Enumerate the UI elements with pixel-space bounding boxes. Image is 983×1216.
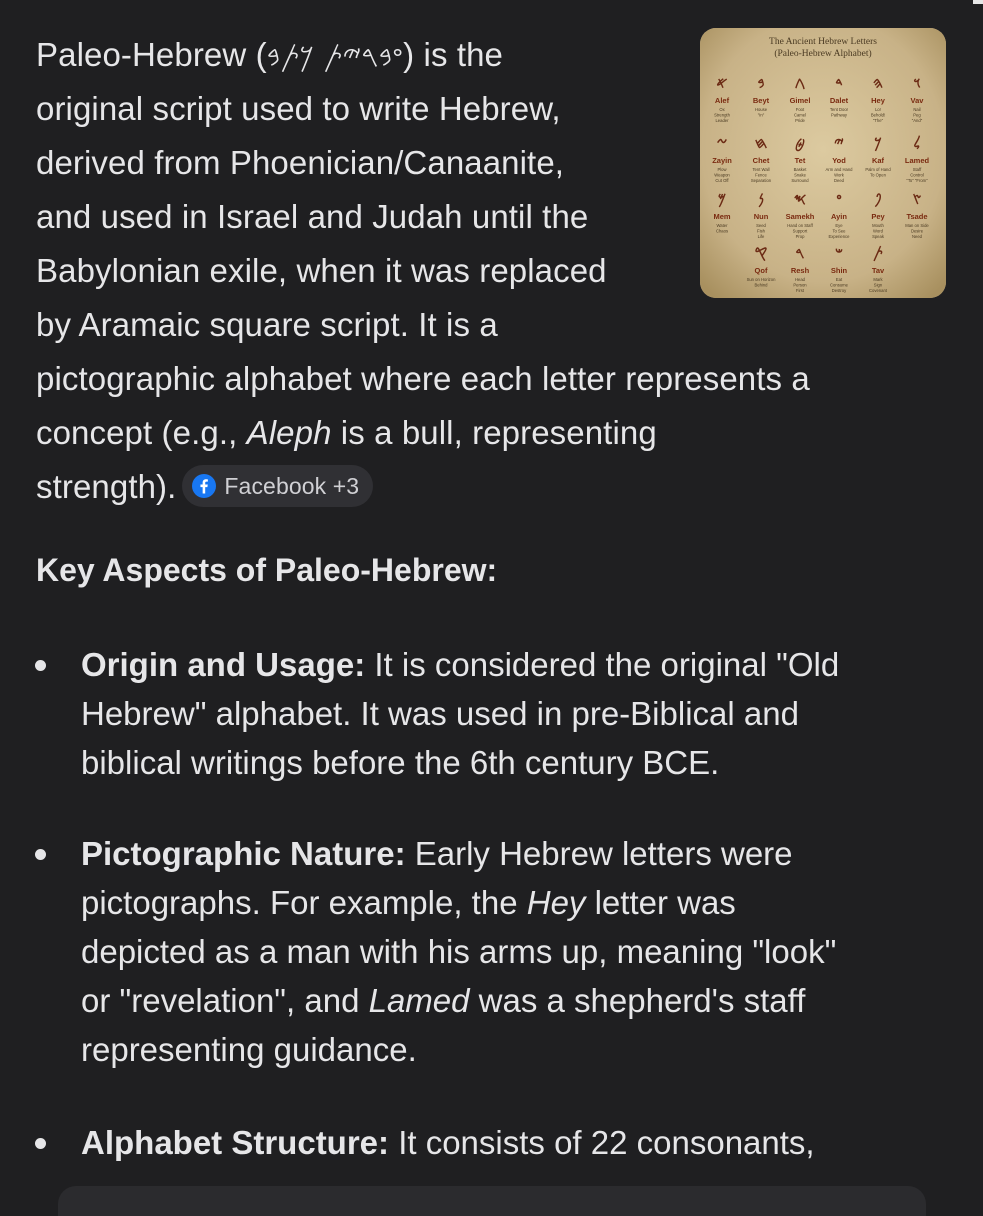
- letter-meaning: Arm and Hand: [825, 167, 853, 172]
- letter-meaning: "The": [872, 118, 884, 123]
- letter-meaning: Cut Off: [715, 178, 729, 183]
- letter-meaning: Nail: [913, 107, 921, 112]
- letter-meaning: Strength: [714, 112, 730, 118]
- intro-line-3: derived from Phoenician/Canaanite,: [36, 144, 565, 181]
- letter-glyph: 𐤌: [717, 190, 727, 208]
- letter-meaning: Head: [794, 277, 806, 282]
- letter-name: Beyt: [752, 96, 770, 105]
- facebook-icon: [192, 474, 216, 498]
- alphabet-chart-thumbnail[interactable]: [700, 28, 946, 298]
- bullet-dot: [35, 1138, 46, 1149]
- letter-glyph: 𐤃: [835, 74, 843, 92]
- letter-meaning: Behind: [754, 282, 768, 288]
- section-heading: Key Aspects of Paleo-Hebrew:: [36, 552, 498, 588]
- letter-meaning: Desire: [910, 228, 924, 234]
- letter-name: Shin: [830, 266, 848, 275]
- letter-glyph: 𐤈: [795, 134, 805, 152]
- letter-name: Resh: [790, 266, 810, 275]
- letter-meaning: Man on Side: [905, 223, 929, 228]
- bottom-input-panel[interactable]: [58, 1186, 926, 1216]
- letter-meaning: Hand on Staff: [787, 223, 813, 228]
- letter-meaning: House: [754, 107, 768, 112]
- letter-meaning: Speak: [872, 234, 884, 239]
- letter-meaning: Water: [716, 223, 728, 228]
- letter-meaning: Sign: [873, 282, 883, 288]
- letter-meaning: Mark: [873, 277, 883, 282]
- source-chip-label: Facebook +3: [224, 473, 360, 500]
- chart-title-line-1: The Ancient Hebrew Letters: [769, 37, 877, 47]
- letter-meaning: Staff: [912, 167, 922, 172]
- letter-name: Ayin: [831, 212, 847, 221]
- letter-meaning: Foot: [795, 107, 805, 112]
- top-edge-artifact: [973, 0, 983, 4]
- letter-name: Tsade: [906, 212, 928, 221]
- letter-glyph: 𐤊: [874, 134, 882, 152]
- letter-glyph: 𐤍: [758, 190, 764, 208]
- letter-meaning: Palm of Hand: [865, 167, 891, 172]
- letter-glyph: 𐤇: [754, 134, 768, 152]
- letter-meaning: Support: [792, 228, 808, 234]
- letter-meaning: Mouth: [872, 223, 884, 228]
- letter-meaning: To See: [832, 228, 846, 234]
- letter-meaning: Work: [834, 172, 844, 178]
- letter-meaning: Ox: [719, 107, 725, 112]
- letter-meaning: To Open: [870, 172, 886, 178]
- letter-name: Lamed: [904, 156, 930, 165]
- letter-name: Kaf: [871, 156, 885, 165]
- item-label: Origin and Usage:: [81, 646, 366, 683]
- letter-meaning: Camel: [793, 112, 807, 118]
- intro-line-5: Babylonian exile, when it was replaced: [36, 252, 607, 289]
- item-label: Alphabet Structure:: [81, 1124, 390, 1161]
- lamed-italic: Lamed: [368, 982, 470, 1019]
- letter-glyph: 𐤄: [872, 74, 884, 92]
- intro-line-1: Paleo-Hebrew (𐤏𐤁𐤓𐤉𐤕 𐤊𐤕𐤁) is the: [36, 36, 503, 73]
- list-item-text: Origin and Usage: It is considered the original "Old Hebrew" alphabet. It was used in pre-Biblical and biblical writings before the 6th century BCE.: [81, 646, 840, 781]
- source-chip-facebook[interactable]: [182, 465, 373, 507]
- letter-name: Zayin: [712, 156, 732, 165]
- letter-meaning: Peg: [913, 112, 921, 118]
- letter-name: Tet: [794, 156, 806, 165]
- letter-name: Gimel: [789, 96, 811, 105]
- letter-name: Mem: [713, 212, 731, 221]
- letter-glyph: 𐤎: [793, 190, 807, 208]
- list-item-text: Pictographic Nature: Early Hebrew letters were pictographs. For example, the Hey letter was depicted as a man with his arms up, meaning "look" or "revelation", and Lamed was a shepherd's staff representing guidance.: [81, 835, 837, 1068]
- letter-meaning: Fish: [757, 228, 765, 234]
- letter-meaning: Plow: [717, 167, 727, 172]
- letter-meaning: Life: [757, 234, 765, 239]
- letter-meaning: "To" "From": [906, 178, 928, 183]
- chart-title-line-2: (Paleo-Hebrew Alphabet): [774, 49, 872, 59]
- letter-name: Qof: [754, 266, 768, 275]
- letter-glyph: 𐤐: [874, 190, 882, 208]
- letter-meaning: Destroy: [831, 288, 847, 293]
- letter-meaning: Pathway: [830, 112, 848, 118]
- letter-glyph: 𐤋: [913, 134, 921, 152]
- letter-meaning: Person: [793, 282, 807, 288]
- letter-glyph: 𐤅: [913, 74, 921, 92]
- letter-meaning: Prop: [795, 234, 805, 239]
- letter-name: Dalet: [829, 96, 849, 105]
- letter-meaning: Behold!: [870, 112, 886, 118]
- letter-name: Yod: [832, 156, 846, 165]
- letter-glyph: 𐤀: [716, 74, 728, 92]
- letter-meaning: Leader: [715, 118, 729, 123]
- letter-meaning: Need: [911, 234, 923, 239]
- letter-meaning: "And": [911, 118, 923, 123]
- letter-name: Alef: [714, 96, 730, 105]
- letter-meaning: Chaos: [715, 228, 729, 234]
- letter-meaning: Fence: [755, 172, 767, 178]
- letter-meaning: Weapon: [714, 172, 730, 178]
- aleph-italic: Aleph: [246, 414, 332, 451]
- list-item-text: Alphabet Structure: It consists of 22 consonants,: [81, 1124, 815, 1161]
- letter-meaning: Surround: [791, 178, 809, 183]
- letter-meaning: Sun on Horizon: [746, 277, 776, 282]
- letter-glyph: 𐤂: [794, 74, 806, 92]
- letter-meaning: Basket: [793, 167, 807, 172]
- letter-name: Hey: [871, 96, 885, 105]
- letter-name: Chet: [752, 156, 770, 165]
- hey-italic: Hey: [526, 884, 586, 921]
- bullet-dot: [35, 660, 46, 671]
- letter-meaning: Seed: [756, 223, 766, 228]
- letter-name: Vav: [910, 96, 924, 105]
- letter-meaning: Tent Wall: [752, 167, 770, 172]
- letter-glyph: 𐤁: [757, 74, 765, 92]
- letter-glyph: 𐤕: [873, 244, 883, 262]
- letter-glyph: 𐤆: [716, 134, 728, 152]
- alphabet-chart-image: [700, 28, 946, 298]
- letter-name: Pey: [871, 212, 885, 221]
- intro-line-2: original script used to write Hebrew,: [36, 90, 561, 127]
- letter-meaning: Separation: [750, 178, 772, 183]
- letter-meaning: Pride: [795, 118, 805, 123]
- letter-meaning: Word: [873, 228, 883, 234]
- letter-meaning: Tent Door: [829, 107, 849, 112]
- letter-meaning: Eat: [835, 277, 843, 282]
- letter-name: Tav: [871, 266, 885, 275]
- item-label: Pictographic Nature:: [81, 835, 406, 872]
- letter-meaning: Eye: [835, 223, 843, 228]
- letter-glyph: 𐤏: [836, 190, 842, 208]
- intro-line-4: and used in Israel and Judah until the: [36, 198, 589, 235]
- letter-glyph: 𐤔: [835, 244, 843, 262]
- letter-meaning: Snake: [794, 172, 806, 178]
- intro-line-9: strength). Facebook +3: [36, 460, 916, 514]
- letter-glyph: 𐤒: [754, 244, 768, 262]
- letter-glyph: 𐤓: [795, 244, 805, 262]
- letter-meaning: Covenant: [869, 288, 887, 293]
- letter-meaning: "In": [757, 112, 765, 118]
- letter-meaning: Consume: [830, 282, 848, 288]
- intro-line-8: concept (e.g., Aleph is a bull, representing: [36, 414, 657, 451]
- letter-meaning: Deed: [833, 178, 845, 183]
- letter-meaning: Lo!: [875, 107, 881, 112]
- intro-line-6: by Aramaic square script. It is a: [36, 306, 498, 343]
- letter-meaning: Control: [910, 172, 924, 178]
- intro-line-7: pictographic alphabet where each letter represents a: [36, 360, 810, 397]
- letter-name: Samekh: [785, 212, 815, 221]
- letter-glyph: 𐤑: [912, 190, 922, 208]
- letter-glyph: 𐤉: [834, 134, 844, 152]
- letter-meaning: Experience: [828, 234, 850, 239]
- paleo-hebrew-script: 𐤏𐤁𐤓𐤉𐤕 𐤊𐤕𐤁: [266, 39, 404, 73]
- letter-name: Nun: [753, 212, 769, 221]
- bullet-dot: [35, 849, 46, 860]
- letter-meaning: First: [795, 288, 805, 293]
